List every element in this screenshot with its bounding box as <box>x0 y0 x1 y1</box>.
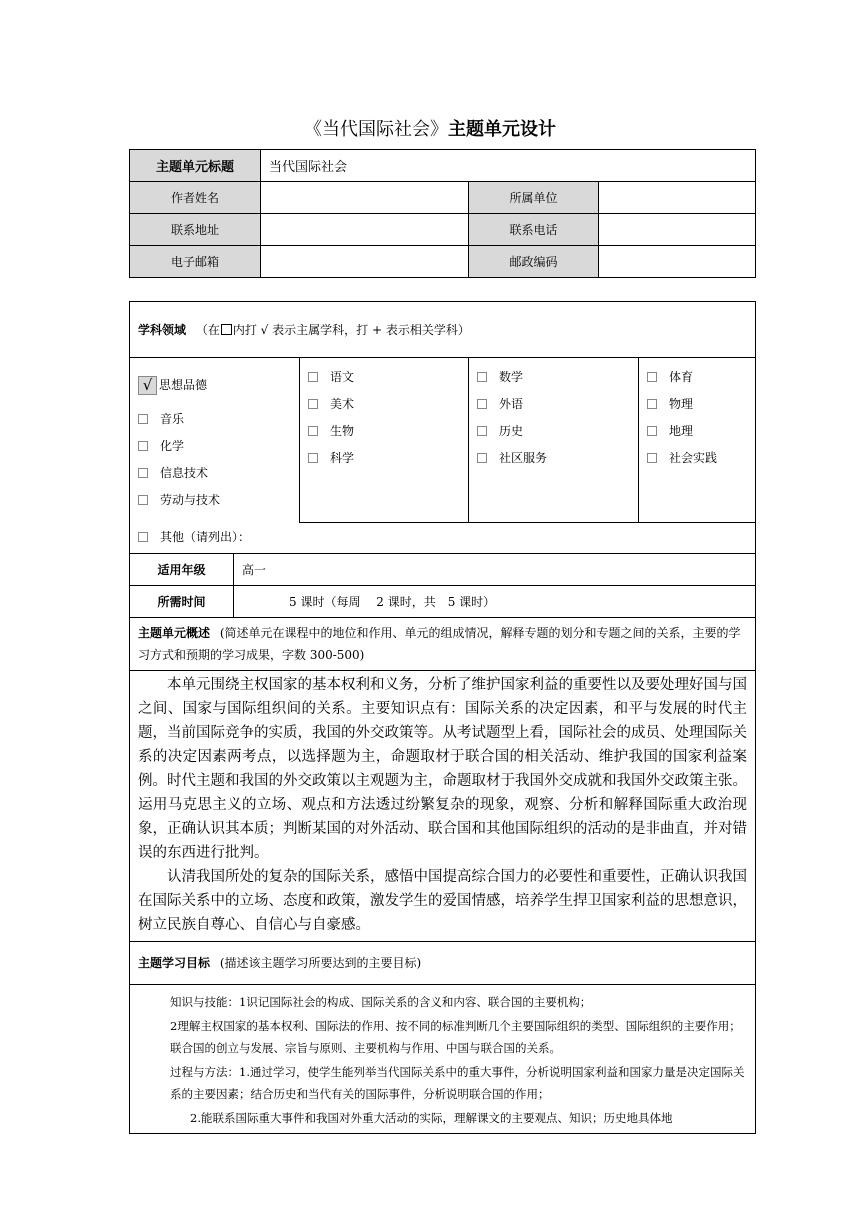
overview-body[interactable] <box>130 670 756 941</box>
overview-paragraph: 认清我国所处的复杂的国际关系，感悟中国提高综合国力的必要性和重要性，正确认识我国在国际关系中的立场、态度和政策，激发学生的爱国情感，培养学生捍卫国家利益的思想意识，树立民族自尊心、自信心与自豪感。 <box>138 868 747 933</box>
checkbox-icon[interactable] <box>477 372 487 382</box>
subject-item-biology[interactable]: 生物 <box>308 418 460 445</box>
design-table <box>129 301 756 1134</box>
grade-label: 适用年级 <box>130 553 234 585</box>
goal-line: 2理解主权国家的基本权利、国际法的作用、按不同的标准判断几个主要国际组织的类型、国际组织的主要作用；联合国的创立与发展、宗旨与原则、主要机构与作用、中国与联合国的关系。 <box>170 1018 741 1055</box>
goals-label: 主题学习目标 <box>138 956 211 970</box>
goals-header <box>130 941 756 984</box>
subject-item-chemistry[interactable]: 化学 <box>138 433 291 460</box>
unit-title-label: 主题单元标题 <box>130 150 261 182</box>
checkbox-icon[interactable] <box>647 426 657 436</box>
subject-col-4 <box>639 358 756 523</box>
checkbox-icon[interactable] <box>477 399 487 409</box>
subject-item-social-practice[interactable]: 社会实践 <box>647 445 747 472</box>
subject-header-note: （在 内打 √ 表示主属学科，打 + 表示相关学科） <box>195 323 470 337</box>
goal-line: 过程与方法：1.通过学习，使学生能列举当代国际关系中的重大事件，分析说明国家利益和国家力量是决定国际关系的主要因素；结合历史和当代有关的国际事件，分析说明联合国的作用； <box>170 1064 745 1101</box>
checkbox-icon[interactable] <box>138 414 148 424</box>
checkbox-icon[interactable] <box>477 426 487 436</box>
subject-item-foreign-language[interactable]: 外语 <box>477 391 630 418</box>
subject-item-labor[interactable]: 劳动与技术 <box>138 487 291 514</box>
subject-item-other[interactable]: 其他（请列出）： <box>138 524 755 551</box>
page-title-part2: 主题单元设计 <box>448 119 556 140</box>
zip-label: 邮政编码 <box>469 246 599 278</box>
subject-col-2 <box>300 358 469 523</box>
checkbox-icon[interactable] <box>138 441 148 451</box>
goal-line: 知识与技能：1识记国际社会的构成、国际关系的含义和内容、联合国的主要机构； <box>170 994 592 1009</box>
subject-col-3 <box>469 358 639 523</box>
subject-item-science[interactable]: 科学 <box>308 445 460 472</box>
overview-paragraph: 本单元围绕主权国家的基本权利和义务，分析了维护国家利益的重要性以及要处理好国与国之间、国家与国际组织间的关系。主要知识点有：国际关系的决定因素，和平与发展的时代主题，当前国际竞争的实质，我国的外交政策等。从考试题型上看，国际社会的成员、处理国际关系的决定因素两考点，以选择题为主，命题取材于联合国的相关活动、维护我国的国家利益案例。时代主题和我国的外交政策以主观题为主，命题取材于我国外交成就和我国外交政策主张。运用马克思主义的立场、观点和方法透过纷繁复杂的现象，观察、分析和解释国际重大政治现象，正确认识其本质；判断某国的对外活动、联合国和其他国际组织的活动的是非曲直，并对错误的东西进行批判。 <box>138 676 747 861</box>
page-title-part1: 《当代国际社会》 <box>304 119 448 140</box>
goals-note: (描述该主题学习所要达到的主要目标) <box>219 956 422 970</box>
overview-note: (简述单元在课程中的地位和作用、单元的组成情况，解释专题的划分和专题之间的关系，主要的学习方式和预期的学习成果，字数 300-500) <box>138 625 741 662</box>
org-field[interactable] <box>599 182 756 214</box>
time-label: 所需时间 <box>130 585 234 617</box>
time-value[interactable]: 5 课时（每周 2 课时，共 5 课时） <box>234 585 756 617</box>
checkbox-icon[interactable] <box>647 453 657 463</box>
subject-header-label: 学科领域 <box>138 323 187 337</box>
checkbox-icon[interactable] <box>138 468 148 478</box>
subject-col-1 <box>130 358 300 523</box>
email-label: 电子邮箱 <box>130 246 261 278</box>
zip-field[interactable] <box>599 246 756 278</box>
subject-item-geography[interactable]: 地理 <box>647 418 747 445</box>
page-title <box>0 115 860 141</box>
subject-item-chinese[interactable]: 语文 <box>308 364 460 391</box>
subject-item-ideology[interactable]: √ 思想品德 <box>138 364 291 406</box>
subject-other-row <box>130 522 756 553</box>
subject-item-history[interactable]: 历史 <box>477 418 630 445</box>
email-field[interactable] <box>261 246 469 278</box>
checkbox-icon[interactable] <box>308 453 318 463</box>
checkbox-icon[interactable] <box>138 532 148 542</box>
checkbox-sample-icon <box>221 324 232 335</box>
checkbox-icon[interactable] <box>647 399 657 409</box>
author-field[interactable] <box>261 182 469 214</box>
subject-item-pe[interactable]: 体育 <box>647 364 747 391</box>
checkbox-icon[interactable] <box>308 399 318 409</box>
address-label: 联系地址 <box>130 214 261 246</box>
goal-line: 2.能联系国际重大事件和我国对外重大活动的实际，理解课文的主要观点、知识；历史地具体地 <box>190 1110 673 1125</box>
checkbox-icon[interactable] <box>308 426 318 436</box>
phone-field[interactable] <box>599 214 756 246</box>
subject-item-physics[interactable]: 物理 <box>647 391 747 418</box>
overview-header <box>130 617 756 670</box>
checkbox-icon[interactable] <box>138 495 148 505</box>
subject-header <box>130 302 756 358</box>
grade-value[interactable]: 高一 <box>234 553 756 585</box>
subject-item-art[interactable]: 美术 <box>308 391 460 418</box>
phone-label: 联系电话 <box>469 214 599 246</box>
overview-label: 主题单元概述 <box>138 625 211 640</box>
unit-title-value[interactable]: 当代国际社会 <box>261 150 756 182</box>
checkbox-icon[interactable] <box>647 372 657 382</box>
checkbox-icon[interactable] <box>477 453 487 463</box>
checked-box-icon[interactable]: √ <box>138 376 157 395</box>
address-field[interactable] <box>261 214 469 246</box>
author-label: 作者姓名 <box>130 182 261 214</box>
goals-body[interactable] <box>130 984 756 1133</box>
subject-item-it[interactable]: 信息技术 <box>138 460 291 487</box>
subject-item-music[interactable]: 音乐 <box>138 406 291 433</box>
checkbox-icon[interactable] <box>308 372 318 382</box>
info-table <box>129 149 756 278</box>
org-label: 所属单位 <box>469 182 599 214</box>
subject-item-math[interactable]: 数学 <box>477 364 630 391</box>
subject-item-community[interactable]: 社区服务 <box>477 445 630 472</box>
